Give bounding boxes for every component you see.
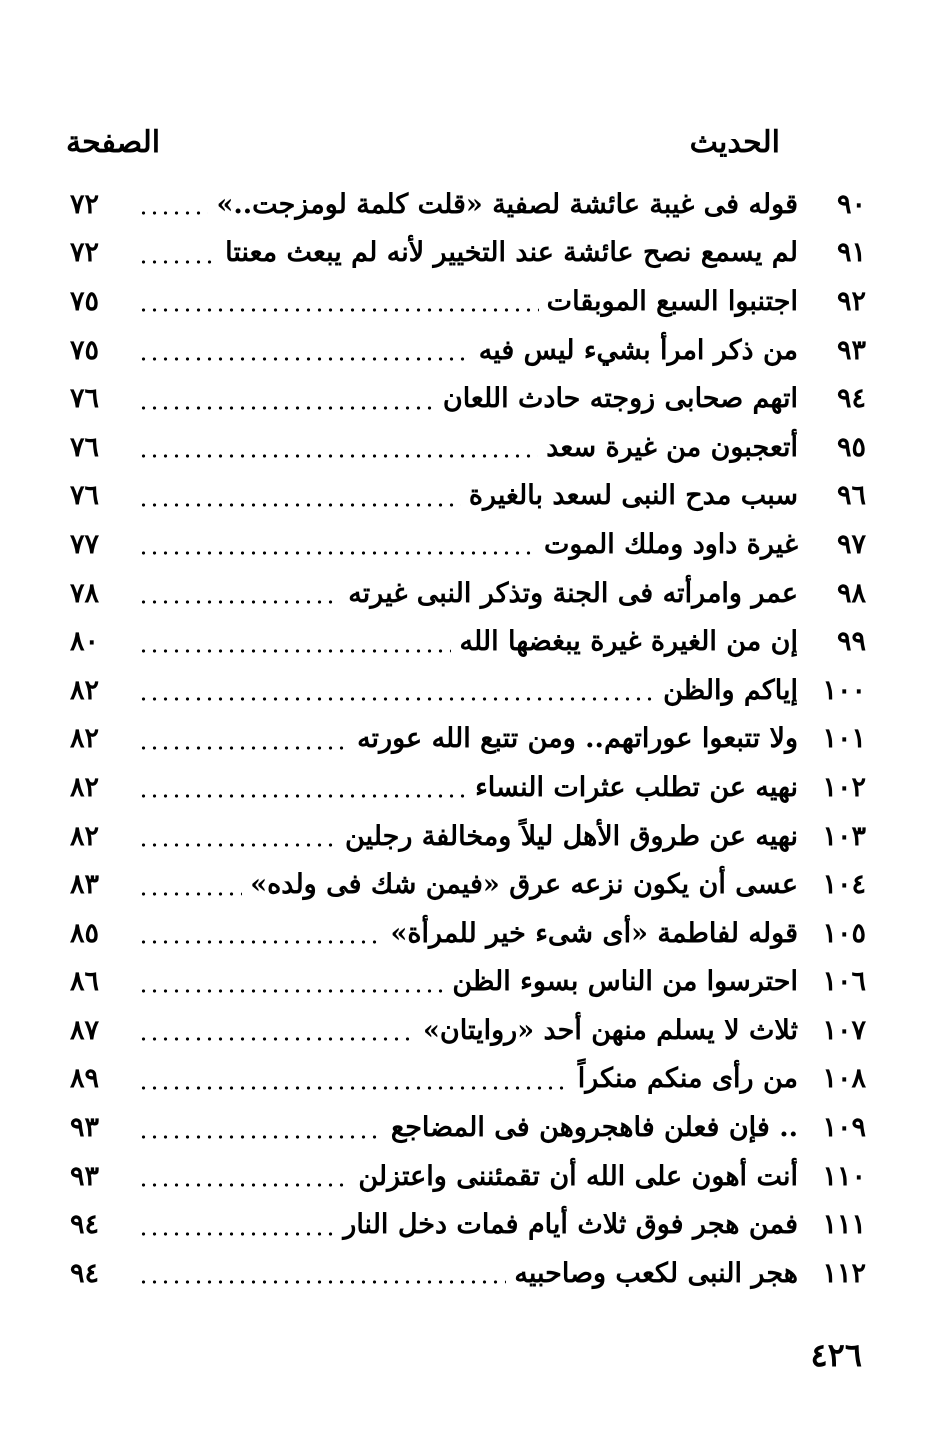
entry-number: ٩٥: [836, 431, 866, 463]
entry-page-number: ٩٣: [70, 1112, 100, 1144]
table-of-contents: [70, 180, 866, 1298]
dot-leader: [138, 1183, 350, 1187]
dot-leader: [138, 600, 340, 604]
entry-number: ١٠٧: [822, 1014, 866, 1046]
entry-page-number: ٩٣: [70, 1160, 100, 1192]
entry-page-number: ٧٢: [70, 237, 100, 269]
entry-title: ولا تتبعوا عوراتهم.. ومن تتبع الله عورته: [357, 723, 798, 755]
entry-number: ٩٠: [836, 188, 866, 220]
entry-page-number: ٧٧: [70, 528, 100, 560]
column-headers: [66, 118, 780, 166]
toc-entry: [70, 520, 866, 569]
toc-entry: [70, 1055, 866, 1104]
entry-page-number: ٧٦: [70, 383, 100, 415]
entry-title: سبب مدح النبى لسعد بالغيرة: [468, 480, 798, 512]
dot-leader: [138, 794, 467, 798]
toc-entry: [70, 229, 866, 278]
toc-entry: [70, 763, 866, 812]
dot-leader: [138, 551, 536, 555]
entry-number: ١٠٩: [822, 1112, 866, 1144]
entry-number: ١٠٣: [822, 820, 866, 852]
toc-entry: [70, 617, 866, 666]
toc-entry: [70, 1200, 866, 1249]
entry-number: ٩٢: [836, 285, 866, 317]
entry-page-number: ٧٦: [70, 431, 100, 463]
entry-title: احترسوا من الناس بسوء الظن: [452, 966, 798, 998]
entry-page-number: ٨٢: [70, 723, 100, 755]
dot-leader: [138, 503, 461, 507]
entry-title: غيرة داود وملك الموت: [544, 528, 798, 560]
toc-entry: [70, 472, 866, 521]
dot-leader: [138, 940, 382, 944]
dot-leader: [138, 1037, 415, 1041]
toc-entry: [70, 812, 866, 861]
dot-leader: [138, 1280, 506, 1284]
entry-title: فمن هجر فوق ثلاث أيام فمات دخل النار: [343, 1209, 798, 1241]
entry-page-number: ٧٨: [70, 577, 100, 609]
entry-number: ٩٦: [836, 480, 866, 512]
entry-title: عسى أن يكون نزعه عرق «فيمن شك فى ولده»: [250, 869, 798, 901]
entry-number: ١١٠: [822, 1160, 866, 1192]
entry-title: من ذكر امرأ بشيء ليس فيه: [478, 334, 798, 366]
dot-leader: [138, 357, 471, 361]
toc-entry: [70, 423, 866, 472]
entry-title: نهيه عن تطلب عثرات النساء: [475, 771, 798, 803]
toc-entry: [70, 1249, 866, 1298]
toc-entry: [70, 1152, 866, 1201]
dot-leader: [138, 454, 538, 458]
entry-page-number: ٨٥: [70, 917, 100, 949]
dot-leader: [138, 697, 655, 701]
toc-entry: [70, 666, 866, 715]
entry-page-number: ٧٥: [70, 334, 100, 366]
entry-number: ١٠٢: [822, 771, 866, 803]
entry-title: .. فإن فعلن فاهجروهن فى المضاجع: [390, 1112, 798, 1144]
toc-entry: [70, 860, 866, 909]
dot-leader: [138, 308, 539, 312]
entry-page-number: ٨٠: [70, 626, 100, 658]
page-number: ٤٢٦: [810, 1336, 862, 1374]
entry-page-number: ٨٦: [70, 966, 100, 998]
entry-page-number: ٧٥: [70, 285, 100, 317]
entry-number: ١١١: [822, 1209, 866, 1241]
toc-entry: [70, 180, 866, 229]
entry-number: ١٠١: [822, 723, 866, 755]
toc-entry: [70, 326, 866, 375]
entry-page-number: ٨٢: [70, 674, 100, 706]
dot-leader: [138, 211, 208, 215]
entry-title: إياكم والظن: [663, 674, 798, 706]
toc-entry: [70, 1103, 866, 1152]
toc-entry: [70, 715, 866, 764]
hadith-column-heading: الحديث: [689, 124, 780, 160]
entry-number: ٩٨: [836, 577, 866, 609]
dot-leader: [138, 1232, 335, 1236]
entry-title: أتعجبون من غيرة سعد: [546, 431, 798, 463]
entry-title: اتهم صحابى زوجته حادث اللعان: [442, 383, 798, 415]
dot-leader: [138, 260, 217, 264]
entry-page-number: ٩٤: [70, 1209, 100, 1241]
entry-title: هجر النبى لكعب وصاحبيه: [514, 1257, 798, 1289]
entry-title: إن من الغيرة غيرة يبغضها الله: [459, 626, 798, 658]
page-column-heading: الصفحة: [66, 124, 161, 160]
entry-number: ٩٧: [836, 528, 866, 560]
entry-page-number: ٧٢: [70, 188, 100, 220]
entry-page-number: ٨٣: [70, 869, 100, 901]
entry-number: ١٠٦: [822, 966, 866, 998]
entry-title: قوله فى غيبة عائشة لصفية «قلت كلمة لومزجت..»: [216, 188, 798, 220]
dot-leader: [138, 406, 435, 410]
entry-title: قوله لفاطمة «أى شىء خير للمرأة»: [390, 917, 798, 949]
entry-page-number: ٨٢: [70, 820, 100, 852]
entry-title: ثلاث لا يسلم منهن أحد «روايتان»: [423, 1014, 798, 1046]
entry-number: ١٠٨: [822, 1063, 866, 1095]
entry-page-number: ٨٢: [70, 771, 100, 803]
dot-leader: [138, 649, 451, 653]
dot-leader: [138, 746, 349, 750]
entry-page-number: ٨٩: [70, 1063, 100, 1095]
entry-title: لم يسمع نصح عائشة عند التخيير لأنه لم يبعث معنتا: [225, 237, 798, 269]
entry-number: ٩١: [836, 237, 866, 269]
entry-page-number: ٧٦: [70, 480, 100, 512]
dot-leader: [138, 843, 337, 847]
toc-entry: [70, 1006, 866, 1055]
entry-title: عمر وامرأته فى الجنة وتذكر النبى غيرته: [348, 577, 798, 609]
entry-title: أنت أهون على الله أن تقمئننى واعتزلن: [358, 1160, 798, 1192]
entry-number: ١٠٤: [822, 869, 866, 901]
entry-number: ٩٤: [836, 383, 866, 415]
toc-entry: [70, 569, 866, 618]
entry-title: نهيه عن طروق الأهل ليلاً ومخالفة رجلين: [345, 820, 798, 852]
entry-number: ١٠٠: [822, 674, 866, 706]
entry-number: ١٠٥: [822, 917, 866, 949]
dot-leader: [138, 892, 242, 896]
toc-entry: [70, 958, 866, 1007]
toc-entry: [70, 374, 866, 423]
dot-leader: [138, 989, 444, 993]
entry-page-number: ٨٧: [70, 1014, 100, 1046]
entry-title: من رأى منكم منكراً: [577, 1063, 798, 1095]
entry-number: ٩٣: [836, 334, 866, 366]
entry-number: ١١٢: [822, 1257, 866, 1289]
entry-page-number: ٩٤: [70, 1257, 100, 1289]
toc-entry: [70, 277, 866, 326]
entry-title: اجتنبوا السبع الموبقات: [546, 285, 798, 317]
entry-number: ٩٩: [836, 626, 866, 658]
dot-leader: [138, 1086, 570, 1090]
dot-leader: [138, 1135, 383, 1139]
toc-entry: [70, 909, 866, 958]
